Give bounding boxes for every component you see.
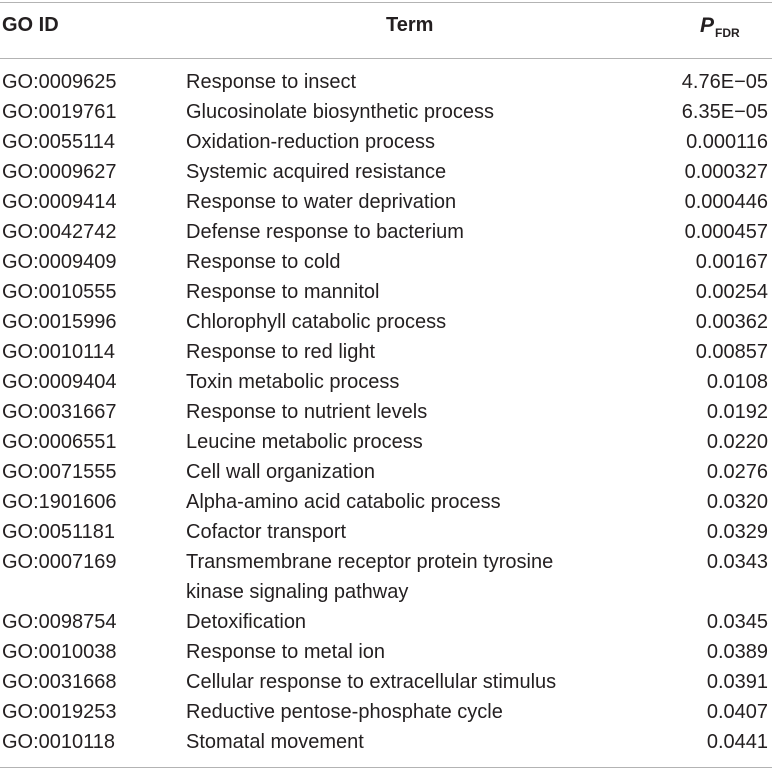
p-fdr-cell: 0.0407 [706,701,768,723]
term-cell [186,607,626,637]
p-fdr-cell: 0.0343 [706,551,768,573]
go-id-cell: GO:0010555 [2,281,117,303]
p-fdr-cell: 0.0389 [706,641,768,663]
term-text: Oxidation-reduction process [186,131,436,153]
term-text: Systemic acquired resistance [186,161,447,183]
term-text: Cell wall organization [186,461,375,483]
go-id-cell: GO:0009409 [2,251,117,273]
go-id-cell: GO:0019253 [2,701,117,723]
term-text: Toxin metabolic process [186,371,400,393]
p-fdr-cell: 4.76E−05 [681,71,768,93]
term-cell [186,367,626,397]
term-cell [186,487,626,517]
term-text: Detoxification [186,611,307,633]
p-fdr-cell: 0.00254 [695,281,768,303]
p-fdr-cell: 6.35E−05 [681,101,768,123]
term-text: Glucosinolate biosynthetic process [186,101,494,123]
term-cell [186,547,626,607]
go-id-cell: GO:0042742 [2,221,117,243]
p-fdr-cell: 0.0320 [706,491,768,513]
go-id-cell: GO:0006551 [2,431,117,453]
go-id-cell: GO:0010038 [2,641,117,663]
term-cell [186,427,626,457]
term-cell [186,457,626,487]
table-bottom-rule [0,767,772,768]
term-text: Leucine metabolic process [186,431,423,453]
header-p-fdr [700,14,739,38]
term-cell [186,637,626,667]
p-fdr-cell: 0.0345 [706,611,768,633]
go-id-cell: GO:0009404 [2,371,117,393]
go-id-cell: GO:0010118 [2,731,116,753]
go-id-cell: GO:0098754 [2,611,117,633]
p-fdr-cell: 0.0329 [706,521,768,543]
term-text: Response to water deprivation [186,191,457,213]
term-cell [186,97,626,127]
term-cell [186,667,626,697]
p-fdr-cell: 0.0108 [706,371,768,393]
p-fdr-cell: 0.000116 [686,131,768,153]
term-text: Cofactor transport [186,521,347,543]
term-cell [186,337,626,367]
p-fdr-cell: 0.000446 [684,191,768,213]
go-id-cell: GO:0031667 [2,401,117,423]
header-p-symbol: P [700,14,715,37]
term-text: Cellular response to extracellular stimulus [186,671,557,693]
p-fdr-cell: 0.0276 [706,461,768,483]
term-text: Defense response to bacterium [186,221,464,243]
term-text: Response to insect [186,71,357,93]
term-cell [186,517,626,547]
term-text: Alpha-amino acid catabolic process [186,491,501,513]
header-rule [0,58,772,59]
term-cell [186,277,626,307]
term-cell [186,697,626,727]
go-id-cell: GO:0009627 [2,161,117,183]
table-top-rule [0,2,772,3]
p-fdr-cell: 0.000327 [684,161,768,183]
term-cell [186,187,626,217]
go-id-cell: GO:0010114 [2,341,116,363]
term-cell [186,397,626,427]
term-text: Response to metal ion [186,641,386,663]
go-id-cell: GO:0019761 [2,101,117,123]
term-cell [186,307,626,337]
term-cell [186,157,626,187]
term-text: Response to red light [186,341,376,363]
go-id-cell: GO:1901606 [2,491,117,513]
header-go-id: GO ID [2,14,59,36]
p-fdr-cell: 0.0192 [706,401,768,423]
p-fdr-cell: 0.00857 [695,341,768,363]
header-term: Term [386,14,434,36]
term-cell [186,727,626,757]
term-text: Response to nutrient levels [186,401,428,423]
term-cell [186,247,626,277]
go-id-cell: GO:0071555 [2,461,117,483]
term-text: Transmembrane receptor protein tyrosine [186,551,554,573]
header-p-subscript: FDR [715,26,740,40]
term-cell [186,127,626,157]
go-id-cell: GO:0009414 [2,191,117,213]
go-id-cell: GO:0055114 [2,131,116,153]
go-id-cell: GO:0031668 [2,671,117,693]
p-fdr-cell: 0.00362 [695,311,768,333]
go-id-cell: GO:0051181 [2,521,116,543]
go-id-cell: GO:0015996 [2,311,117,333]
term-text: Chlorophyll catabolic process [186,311,447,333]
term-cell [186,67,626,97]
p-fdr-cell: 0.0220 [706,431,768,453]
go-id-cell: GO:0009625 [2,71,117,93]
p-fdr-cell: 0.000457 [684,221,768,243]
p-fdr-cell: 0.00167 [695,251,768,273]
p-fdr-cell: 0.0441 [706,731,768,753]
term-text: Reductive pentose-phosphate cycle [186,701,503,723]
p-fdr-cell: 0.0391 [706,671,768,693]
term-text: Response to cold [186,251,341,273]
term-text: Stomatal movement [186,731,364,753]
term-cell [186,217,626,247]
term-text: Response to mannitol [186,281,380,303]
go-id-cell: GO:0007169 [2,551,117,573]
term-text-continuation: kinase signaling pathway [186,581,409,603]
